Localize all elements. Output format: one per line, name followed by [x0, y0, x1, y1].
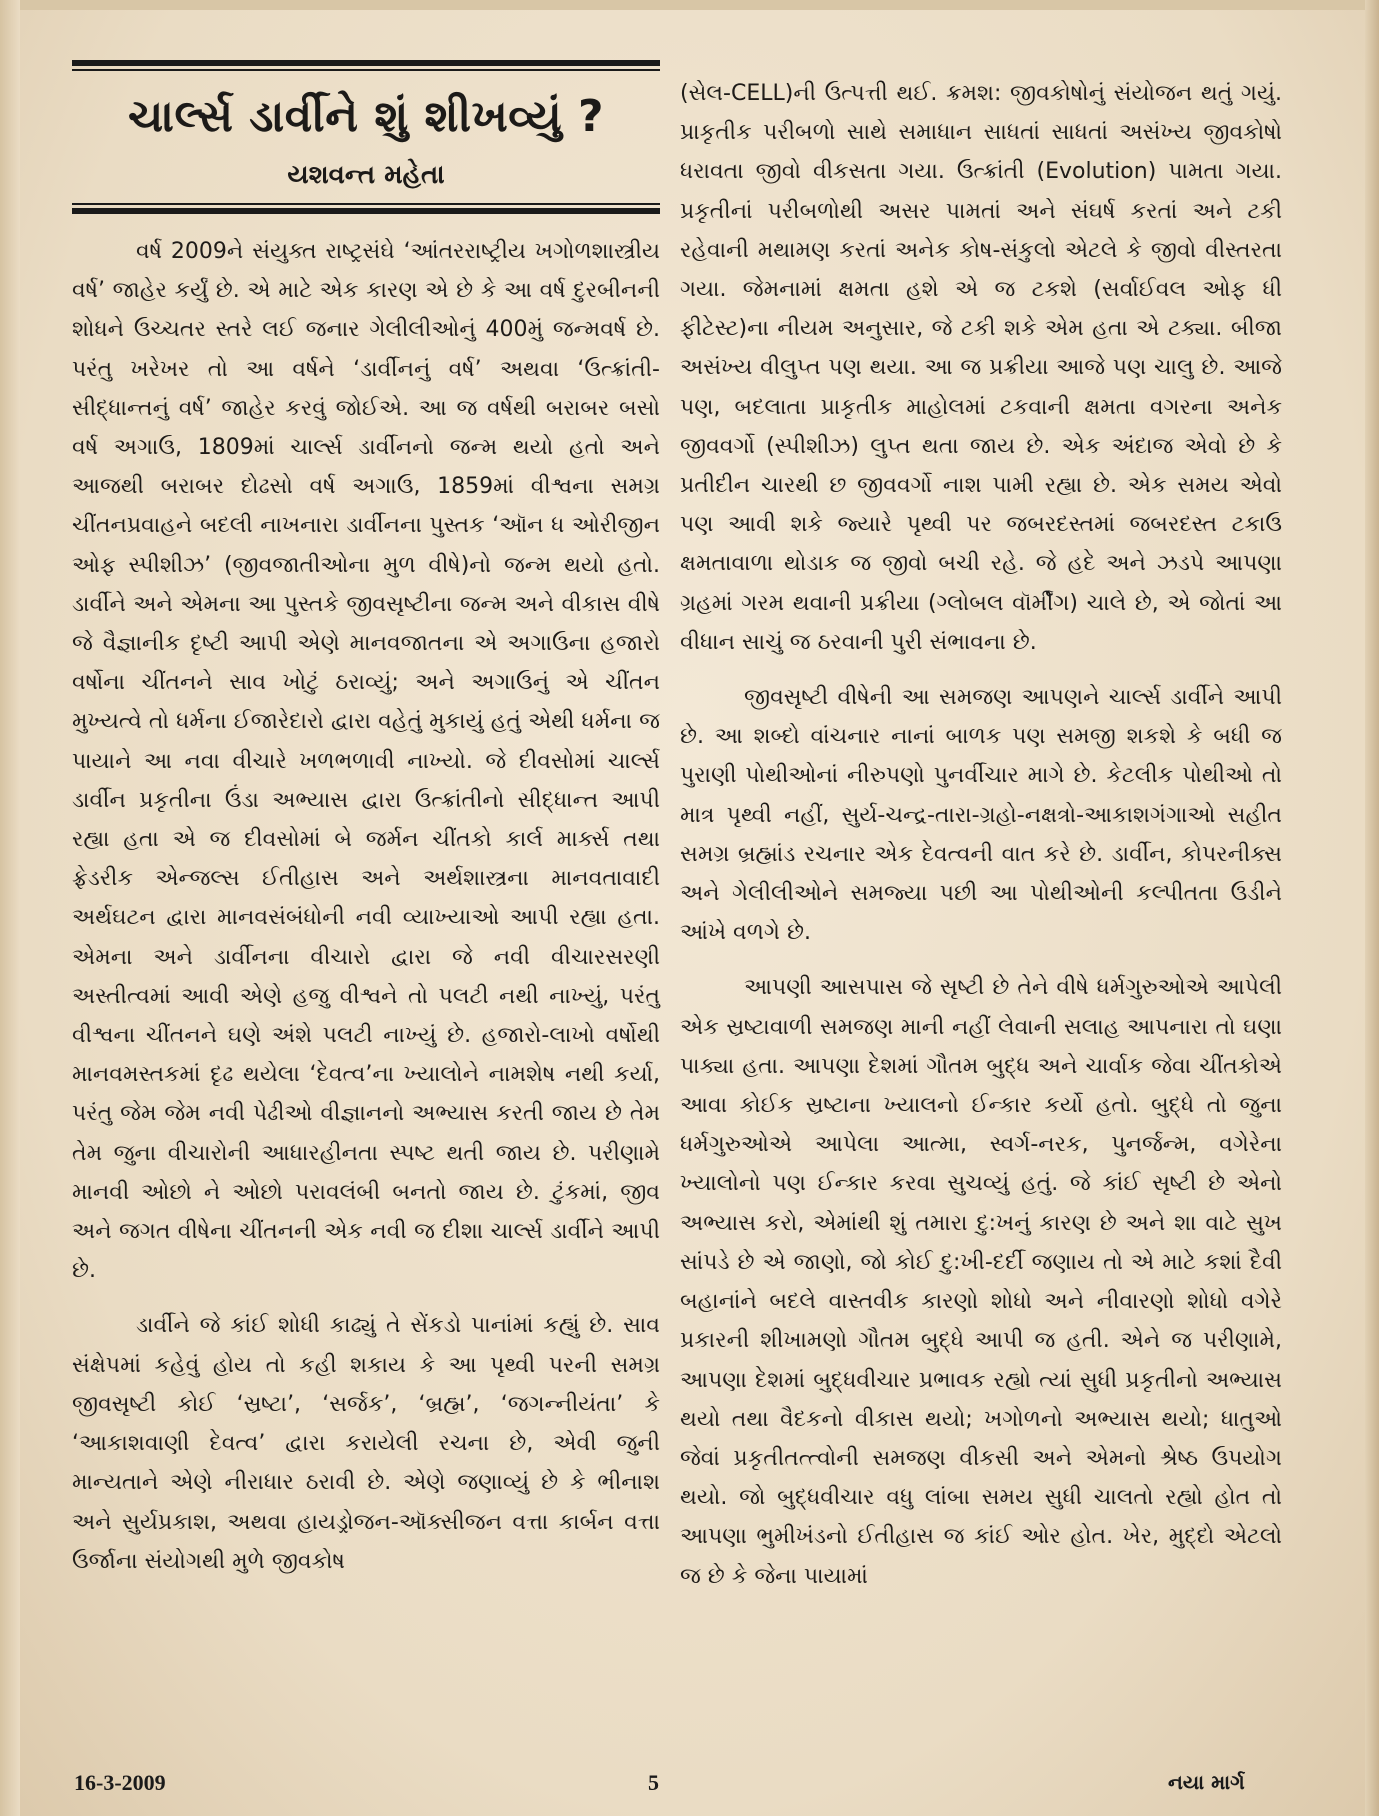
footer-publication: નયા માર્ગ: [1168, 1770, 1245, 1794]
article-author: યશવન્ત મહેતા: [287, 160, 445, 190]
page-edge-left: [0, 0, 20, 1816]
right-paragraph-3: આપણી આસપાસ જે સૃષ્ટી છે તેને વીષે ધર્મગુરુઓએ આપેલી એક સ્રષ્ટાવાળી સમજણ માની નહીં લેવાની સલાહ આપનારા તો ઘણા પાક્યા હતા. આપણા દેશમાં ગૌતમ બુદ્ધ અને ચાર્વાક જેવા ચીંતકોએ આવા કોઈક સ્રષ્ટાના ખ્યાલનો ઈન્કાર કર્યો હતો. બુદ્ધે તો જુના ધર્મગુરુઓએ આપેલા આત્મા, સ્વર્ગ-નરક, પુનર્જન્મ, વગેરેના ખ્યાલોનો પણ ઈન્કાર કરવા સુચવ્યું હતું. જે કાંઈ સૃષ્ટી છે એનો અભ્યાસ કરો, એમાંથી શું તમારા દુ:ખનું કારણ છે અને શા વાટે સુખ સાંપડે છે એ જાણો, જો કોઈ દુ:ખી-દર્દી જણાય તો એ માટે કશાં દૈવી બહાનાંને બદલે વાસ્તવીક કારણો શોધો અને નીવારણો શોધો વગેરે પ્રકારની શીખામણો ગૌતમ બુદ્ધે આપી જ હતી. એને જ પરીણામે, આપણા દેશમાં બુદ્ધવીચાર પ્રભાવક રહ્યો ત્યાં સુધી પ્રકૃતીનો અભ્યાસ થયો તથા વૈદકનો વીકાસ થયો; ખગોળનો અભ્યાસ થયો; ધાતુઓ જેવાં પ્રકૃતીતત્ત્વોની સમજણ વીકસી અને એમનો શ્રેષ્ઠ ઉપયોગ થયો. જો બુદ્ધવીચાર વધુ લાંબા સમય સુધી ચાલતો રહ્યો હોત તો આપણા ભુમીખંડનો ઈતીહાસ જ કાંઈ ઓર હોત. ખેર, મુદ્દો એટલો જ છે કે જેના પાયામાં: [680, 975, 1282, 1589]
right-paragraph-2: જીવસૃષ્ટી વીષેની આ સમજણ આપણને ચાર્લ્સ ડાર્વીને આપી છે. આ શબ્દો વાંચનાર નાનાં બાળક પણ સમજી શકશે કે બધી જ પુરાણી પોથીઓનાં નીરુપણો પુનર્વીચાર માગે છે. કેટલીક પોથીઓ તો માત્ર પૃથ્વી નહીં, સુર્ય-ચન્દ્ર-તારા-ગ્રહો-નક્ષત્રો-આકાશગંગાઓ સહીત સમગ્ર બ્રહ્માંડ રચનાર એક દેવત્વની વાત કરે છે. ડાર્વીન, કોપરનીક્સ અને ગેલીલીઓને સમજ્યા પછી આ પોથીઓની કલ્પીતતા ઉડીને આંખે વળગે છે.: [680, 685, 1282, 946]
page-edge-top: [0, 0, 1379, 10]
page-edge-right: [1365, 0, 1379, 1816]
title-top-thin-rule: [72, 69, 660, 71]
right-column: [680, 74, 1282, 1596]
footer-page-number: 5: [648, 1770, 659, 1795]
title-top-rule: [72, 60, 660, 66]
footer-date: 16-3-2009: [74, 1770, 166, 1795]
right-paragraph-1: (સેલ-CELL)ની ઉત્પત્તી થઈ. ક્રમશ: જીવકોષોનું સંયોજન થતું ગયું. પ્રાકૃતીક પરીબળો સાથે સમાધાન સાધતાં સાધતાં અસંખ્ય જીવકોષો ધરાવતા જીવો વીકસતા ગયા. ઉત્ક્રાંતી (Evolution) પામતા ગયા. પ્રકૃતીનાં પરીબળોથી અસર પામતાં અને સંઘર્ષ કરતાં અને ટકી રહેવાની મથામણ કરતાં અનેક કોષ-સંકુલો એટલે કે જીવો વીસ્તરતા ગયા. જેમનામાં ક્ષમતા હશે એ જ ટકશે (સર્વાઈવલ ઓફ ધી ફીટેસ્ટ)ના નીયમ અનુસાર, જે ટકી શકે એમ હતા એ ટક્યા. બીજા અસંખ્ય વીલુપ્ત પણ થયા. આ જ પ્રક્રીયા આજે પણ ચાલુ છે. આજે પણ, બદલાતા પ્રાકૃતીક માહોલમાં ટકવાની ક્ષમતા વગરના અનેક જીવવર્ગો (સ્પીશીઝ) લુપ્ત થતા જાય છે. એક અંદાજ એવો છે કે પ્રતીદીન ચારથી છ જીવવર્ગો નાશ પામી રહ્યા છે. એક સમય એવો પણ આવી શકે જ્યારે પૃથ્વી પર જબરદસ્તમાં જબરદસ્ત ટકાઉ ક્ષમતાવાળા થોડાક જ જીવો બચી રહે. જે હદે અને ઝડપે આપણા ગ્રહમાં ગરમ થવાની પ્રક્રીયા (ગ્લોબલ વૉર્મીંગ) ચાલે છે, એ જોતાં આ વીધાન સાચું જ ઠરવાની પુરી સંભાવના છે.: [680, 81, 1282, 655]
byline-thick-rule: [72, 208, 660, 214]
article-title: ચાર્લ્સ ડાર્વીને શું શીખવ્યું ?: [127, 91, 605, 142]
left-paragraph-2: ડાર્વીને જે કાંઈ શોધી કાઢ્યું તે સેંકડો પાનાંમાં કહ્યું છે. સાવ સંક્ષેપમાં કહેવું હોય તો કહી શકાય કે આ પૃથ્વી પરની સમગ્ર જીવસૃષ્ટી કોઈ ‘સ્રષ્ટા’, ‘સર્જક’, ‘બ્રહ્મ’, ‘જગન્નીયંતા’ કે ‘આકાશવાણી દેવત્વ’ દ્વારા કરાયેલી રચના છે, એવી જુની માન્યતાને એણે નીરાધાર ઠરાવી છે. એણે જણાવ્યું છે કે ભીનાશ અને સુર્યપ્રકાશ, અથવા હાયડ્રોજન-ઑક્સીજન વત્તા કાર્બન વત્તા ઉર્જાના સંયોગથી મુળે જીવકોષ: [72, 1313, 660, 1574]
left-paragraph-1: વર્ષ 2009ને સંયુક્ત રાષ્ટ્રસંઘે ‘આંતરરાષ્ટ્રીય ખગોળશાસ્ત્રીય વર્ષ’ જાહેર કર્યું છે. એ માટે એક કારણ એ છે કે આ વર્ષ દુરબીનની શોધને ઉચ્ચતર સ્તરે લઈ જનાર ગેલીલીઓનું 400મું જન્મવર્ષ છે. પરંતુ ખરેખર તો આ વર્ષને ‘ડાર્વીનનું વર્ષ’ અથવા ‘ઉત્ક્રાંતી-સીદ્ધાન્તનું વર્ષ’ જાહેર કરવું જોઈએ. આ જ વર્ષથી બરાબર બસો વર્ષ અગાઉ, 1809માં ચાર્લ્સ ડાર્વીનનો જન્મ થયો હતો અને આજથી બરાબર દોઢસો વર્ષ અગાઉ, 1859માં વીશ્વના સમગ્ર ચીંતનપ્રવાહને બદલી નાખનારા ડાર્વીનના પુસ્તક ‘ઑન ધ ઓરીજીન ઓફ સ્પીશીઝ’ (જીવજાતીઓના મુળ વીષે)નો જન્મ થયો હતો. ડાર્વીને અને એમના આ પુસ્તકે જીવસૃષ્ટીના જન્મ અને વીકાસ વીષે જે વૈજ્ઞાનીક દૃષ્ટી આપી એણે માનવજાતના એ અગાઉના હજારો વર્ષોના ચીંતનને સાવ ખોટું ઠરાવ્યું; અને અગાઉનું એ ચીંતન મુખ્યત્વે તો ધર્મના ઈજારેદારો દ્વારા વહેતું મુકાયું હતું એથી ધર્મના જ પાયાને આ નવા વીચારે ખળભળાવી નાખ્યો. જે દીવસોમાં ચાર્લ્સ ડાર્વીન પ્રકૃતીના ઉંડા અભ્યાસ દ્વારા ઉત્ક્રાંતીનો સીદ્ધાન્ત આપી રહ્યા હતા એ જ દીવસોમાં બે જર્મન ચીંતકો કાર્લ માર્ક્સ તથા ફ્રેડરીક એન્જલ્સ ઈતીહાસ અને અર્થશાસ્ત્રના માનવતાવાદી અર્થઘટન દ્વારા માનવસંબંધોની નવી વ્યાખ્યાઓ આપી રહ્યા હતા. એમના અને ડાર્વીનના વીચારો દ્વારા જે નવી વીચારસરણી અસ્તીત્વમાં આવી એણે હજુ વીશ્વને તો પલટી નથી નાખ્યું, પરંતુ વીશ્વના ચીંતનને ઘણે અંશે પલટી નાખ્યું છે. હજારો-લાખો વર્ષોથી માનવમસ્તકમાં દૃઢ થયેલા ‘દેવત્વ’ના ખ્યાલોને નામશેષ નથી કર્યા, પરંતુ જેમ જેમ નવી પેઢીઓ વીજ્ઞાનનો અભ્યાસ કરતી જાય છે તેમ તેમ જુના વીચારોની આધારહીનતા સ્પષ્ટ થતી જાય છે. પરીણામે માનવી ઓછો ને ઓછો પરાવલંબી બનતો જાય છે. ટુંકમાં, જીવ અને જગત વીષેના ચીંતનની એક નવી જ દીશા ચાર્લ્સ ડાર્વીને આપી છે.: [72, 239, 660, 1284]
byline-thin-rule: [72, 203, 660, 205]
left-column: [72, 60, 660, 1581]
